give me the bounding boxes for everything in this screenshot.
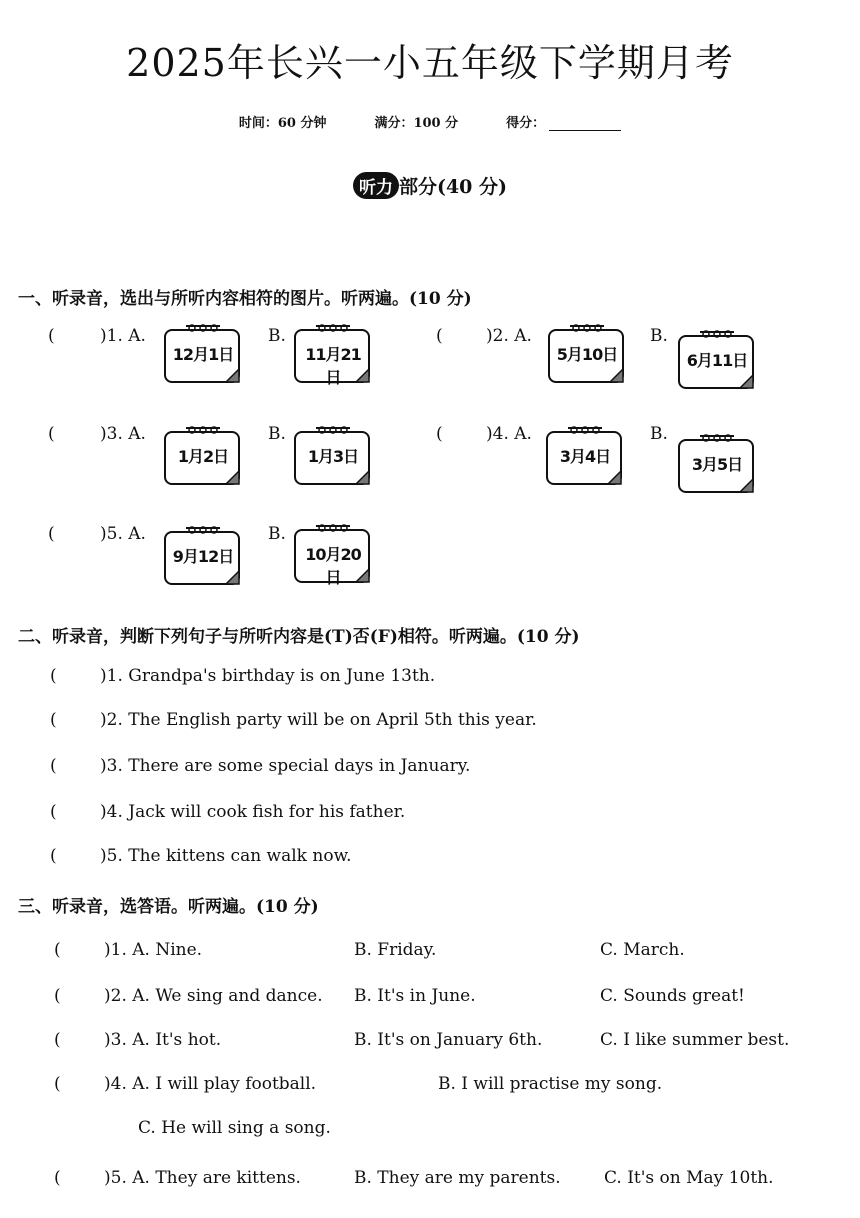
part-heading [0, 172, 860, 199]
statement-text: )5. The kittens can walk now. [100, 846, 352, 866]
option-c: C. March. [600, 940, 685, 960]
calendar-option[interactable] [544, 424, 628, 488]
score-info [506, 112, 621, 131]
calendar-date: 12月1日 [172, 345, 234, 364]
answer-paren[interactable]: ( [54, 986, 61, 1006]
answer-paren[interactable]: ( [436, 424, 443, 444]
section-2-heading: 二、听录音，判断下列句子与所听内容是(T)否(F)相符。听两遍。(10 分) [18, 627, 580, 647]
calendar-date: 11月21日 [305, 345, 361, 387]
listening-badge: 听力 [353, 172, 399, 199]
option-c: C. I like summer best. [600, 1030, 790, 1050]
answer-paren[interactable]: ( [50, 846, 57, 866]
option-b: B. It's on January 6th. [354, 1030, 543, 1050]
calendar-date: 6月11日 [686, 351, 748, 370]
option-a: )5. A. They are kittens. [104, 1168, 301, 1188]
question-number: )3. A. [100, 424, 146, 444]
calendar-date: 9月12日 [172, 547, 234, 566]
exam-meta [0, 112, 860, 131]
option-c: C. He will sing a song. [138, 1118, 331, 1138]
question-number: )4. A. [486, 424, 532, 444]
option-c: C. Sounds great! [600, 986, 745, 1006]
answer-paren[interactable]: ( [54, 1030, 61, 1050]
answer-paren[interactable]: ( [50, 666, 57, 686]
calendar-option[interactable] [676, 432, 760, 496]
answer-paren[interactable]: ( [54, 940, 61, 960]
score-label: 得分： [506, 116, 546, 131]
statement-text: )2. The English party will be on April 5th this year. [100, 710, 537, 730]
section-1-heading: 一、听录音，选出与所听内容相符的图片。听两遍。(10 分) [18, 289, 472, 309]
option-b-label: B. [650, 424, 668, 444]
option-b-label: B. [268, 326, 286, 346]
calendar-date: 10月20日 [305, 545, 361, 587]
question-number: )1. A. [100, 326, 146, 346]
option-b: B. Friday. [354, 940, 437, 960]
option-a: )4. A. I will play football. [104, 1074, 317, 1094]
calendar-option[interactable] [292, 322, 376, 386]
statement-text: )3. There are some special days in January. [100, 756, 471, 776]
option-b: B. They are my parents. [354, 1168, 561, 1188]
calendar-date: 1月3日 [307, 447, 359, 466]
answer-paren[interactable]: ( [50, 802, 57, 822]
score-blank[interactable] [549, 118, 621, 131]
answer-paren[interactable]: ( [48, 424, 55, 444]
statement-text: )4. Jack will cook fish for his father. [100, 802, 406, 822]
answer-paren[interactable]: ( [50, 756, 57, 776]
question-number: )2. A. [486, 326, 532, 346]
option-a: )1. A. Nine. [104, 940, 203, 960]
option-b-label: B. [650, 326, 668, 346]
calendar-option[interactable] [162, 424, 246, 488]
option-b-label: B. [268, 424, 286, 444]
option-a: )3. A. It's hot. [104, 1030, 222, 1050]
calendar-option[interactable] [162, 524, 246, 588]
calendar-option[interactable] [162, 322, 246, 386]
answer-paren[interactable]: ( [54, 1168, 61, 1188]
calendar-date: 3月5日 [691, 455, 743, 474]
option-a: )2. A. We sing and dance. [104, 986, 323, 1006]
answer-paren[interactable]: ( [436, 326, 443, 346]
part-rest: 部分(40 分) [398, 176, 508, 198]
option-c: C. It's on May 10th. [604, 1168, 774, 1188]
full-score-info: 满分：100 分 [374, 116, 459, 131]
time-info: 时间：60 分钟 [238, 116, 327, 131]
calendar-option[interactable] [546, 322, 630, 386]
calendar-option[interactable] [292, 522, 376, 586]
answer-paren[interactable]: ( [48, 326, 55, 346]
answer-paren[interactable]: ( [50, 710, 57, 730]
calendar-date: 3月4日 [559, 447, 611, 466]
option-b-label: B. [268, 524, 286, 544]
page-title: 2025年长兴一小五年级下学期月考 [126, 41, 734, 85]
calendar-option[interactable] [676, 328, 760, 392]
question-number: )5. A. [100, 524, 146, 544]
calendar-date: 5月10日 [556, 345, 618, 364]
option-b: B. It's in June. [354, 986, 476, 1006]
section-3-heading: 三、听录音，选答语。听两遍。(10 分) [18, 897, 319, 917]
option-b: B. I will practise my song. [438, 1074, 663, 1094]
answer-paren[interactable]: ( [48, 524, 55, 544]
calendar-date: 1月2日 [177, 447, 229, 466]
statement-text: )1. Grandpa's birthday is on June 13th. [100, 666, 436, 686]
answer-paren[interactable]: ( [54, 1074, 61, 1094]
calendar-option[interactable] [292, 424, 376, 488]
